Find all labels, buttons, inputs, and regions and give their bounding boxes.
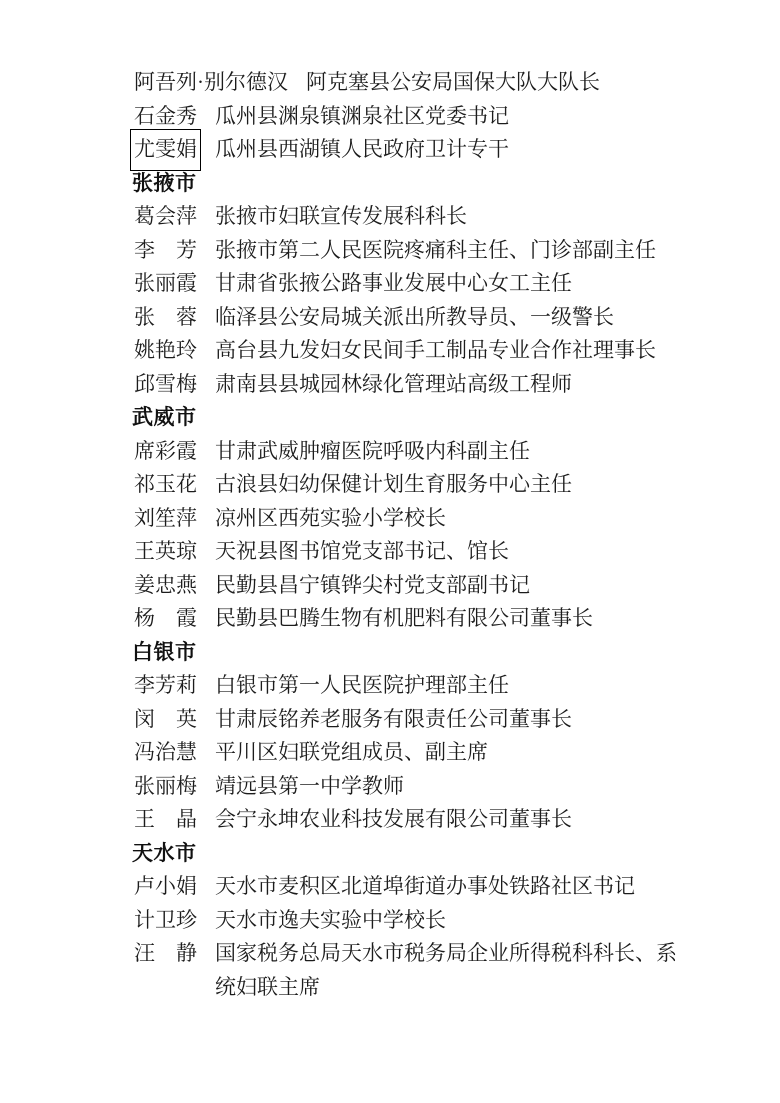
list-item bbox=[134, 100, 698, 134]
list-item bbox=[134, 870, 698, 904]
person-title: 张掖市妇联宣传发展科科长 bbox=[215, 204, 467, 228]
person-title: 古浪县妇幼保健计划生育服务中心主任 bbox=[215, 472, 572, 496]
list-item bbox=[134, 770, 698, 804]
person-name: 冯治慧 bbox=[134, 740, 197, 764]
person-name: 邱雪梅 bbox=[134, 371, 197, 396]
person-title: 临泽县公安局城关派出所教导员、一级警长 bbox=[215, 304, 614, 329]
person-name: 杨 霞 bbox=[134, 606, 197, 630]
person-title: 会宁永坤农业科技发展有限公司董事长 bbox=[215, 807, 572, 831]
list-item bbox=[134, 937, 698, 1004]
person-name: 葛会萍 bbox=[134, 204, 197, 228]
person-title: 甘肃武威肿瘤医院呼吸内科副主任 bbox=[215, 438, 530, 463]
list-item bbox=[134, 200, 698, 234]
person-title: 瓜州县西湖镇人民政府卫计专干 bbox=[215, 137, 509, 161]
person-title: 民勤县昌宁镇铧尖村党支部副书记 bbox=[215, 572, 530, 597]
person-title: 平川区妇联党组成员、副主席 bbox=[215, 740, 488, 764]
list-item bbox=[134, 502, 698, 536]
list-item bbox=[134, 334, 698, 368]
person-title: 国家税务总局天水市税务局企业所得税科科长、系统妇联主席 bbox=[215, 941, 677, 999]
person-name: 刘笙萍 bbox=[134, 505, 197, 530]
list-item bbox=[134, 602, 698, 636]
person-name: 李芳莉 bbox=[134, 673, 197, 697]
list-item bbox=[134, 736, 698, 770]
section-header-city: 白银市 bbox=[132, 640, 197, 664]
person-title: 甘肃省张掖公路事业发展中心女工主任 bbox=[215, 271, 572, 295]
section-header-city: 武威市 bbox=[132, 406, 197, 429]
honoree-list bbox=[134, 66, 698, 1004]
list-item bbox=[134, 904, 698, 938]
person-title: 天祝县图书馆党支部书记、馆长 bbox=[215, 539, 509, 563]
list-item bbox=[134, 703, 698, 737]
person-title: 瓜州县渊泉镇渊泉社区党委书记 bbox=[215, 103, 509, 128]
list-item bbox=[134, 66, 698, 100]
list-item bbox=[134, 468, 698, 502]
section-header-city: 张掖市 bbox=[132, 171, 197, 195]
person-title: 甘肃辰铭养老服务有限责任公司董事长 bbox=[215, 706, 572, 731]
person-title: 靖远县第一中学教师 bbox=[215, 773, 404, 798]
person-name: 闵 英 bbox=[134, 706, 197, 731]
person-name: 张丽霞 bbox=[134, 271, 197, 295]
list-item bbox=[134, 435, 698, 469]
person-title: 张掖市第二人民医院疼痛科主任、门诊部副主任 bbox=[215, 237, 656, 262]
list-item bbox=[134, 368, 698, 402]
list-item bbox=[134, 803, 698, 837]
person-name: 王英琼 bbox=[134, 539, 197, 563]
person-title: 民勤县巴腾生物有机肥料有限公司董事长 bbox=[215, 606, 593, 630]
person-name: 祁玉花 bbox=[134, 472, 197, 496]
list-item bbox=[134, 267, 698, 301]
person-name: 张 蓉 bbox=[134, 304, 197, 329]
person-title: 凉州区西苑实验小学校长 bbox=[215, 505, 446, 530]
person-name: 姜忠燕 bbox=[134, 572, 197, 597]
person-title: 天水市逸夫实验中学校长 bbox=[215, 907, 446, 932]
list-item bbox=[134, 234, 698, 268]
list-item bbox=[134, 535, 698, 569]
person-name: 计卫珍 bbox=[134, 907, 197, 932]
person-name: 李 芳 bbox=[134, 237, 197, 262]
person-title: 阿克塞县公安局国保大队大队长 bbox=[306, 70, 600, 94]
person-title: 肃南县县城园林绿化管理站高级工程师 bbox=[215, 371, 572, 396]
person-name: 阿吾列·别尔德汉 bbox=[134, 70, 288, 94]
list-item bbox=[134, 301, 698, 335]
person-name: 石金秀 bbox=[134, 103, 197, 128]
person-name: 卢小娟 bbox=[134, 874, 197, 898]
person-name: 张丽梅 bbox=[134, 773, 197, 798]
person-name: 席彩霞 bbox=[134, 438, 197, 463]
person-title: 高台县九发妇女民间手工制品专业合作社理事长 bbox=[215, 338, 656, 362]
person-name: 汪 静 bbox=[134, 941, 197, 965]
section-header-city: 天水市 bbox=[132, 841, 197, 865]
list-item bbox=[134, 133, 698, 167]
list-item bbox=[134, 569, 698, 603]
person-name: 姚艳玲 bbox=[134, 338, 197, 362]
person-name-boxed: 尤雯娟 bbox=[134, 133, 197, 167]
list-item bbox=[134, 669, 698, 703]
person-title: 天水市麦积区北道埠街道办事处铁路社区书记 bbox=[215, 874, 635, 898]
person-name: 王 晶 bbox=[134, 807, 197, 831]
person-title: 白银市第一人民医院护理部主任 bbox=[215, 673, 509, 697]
